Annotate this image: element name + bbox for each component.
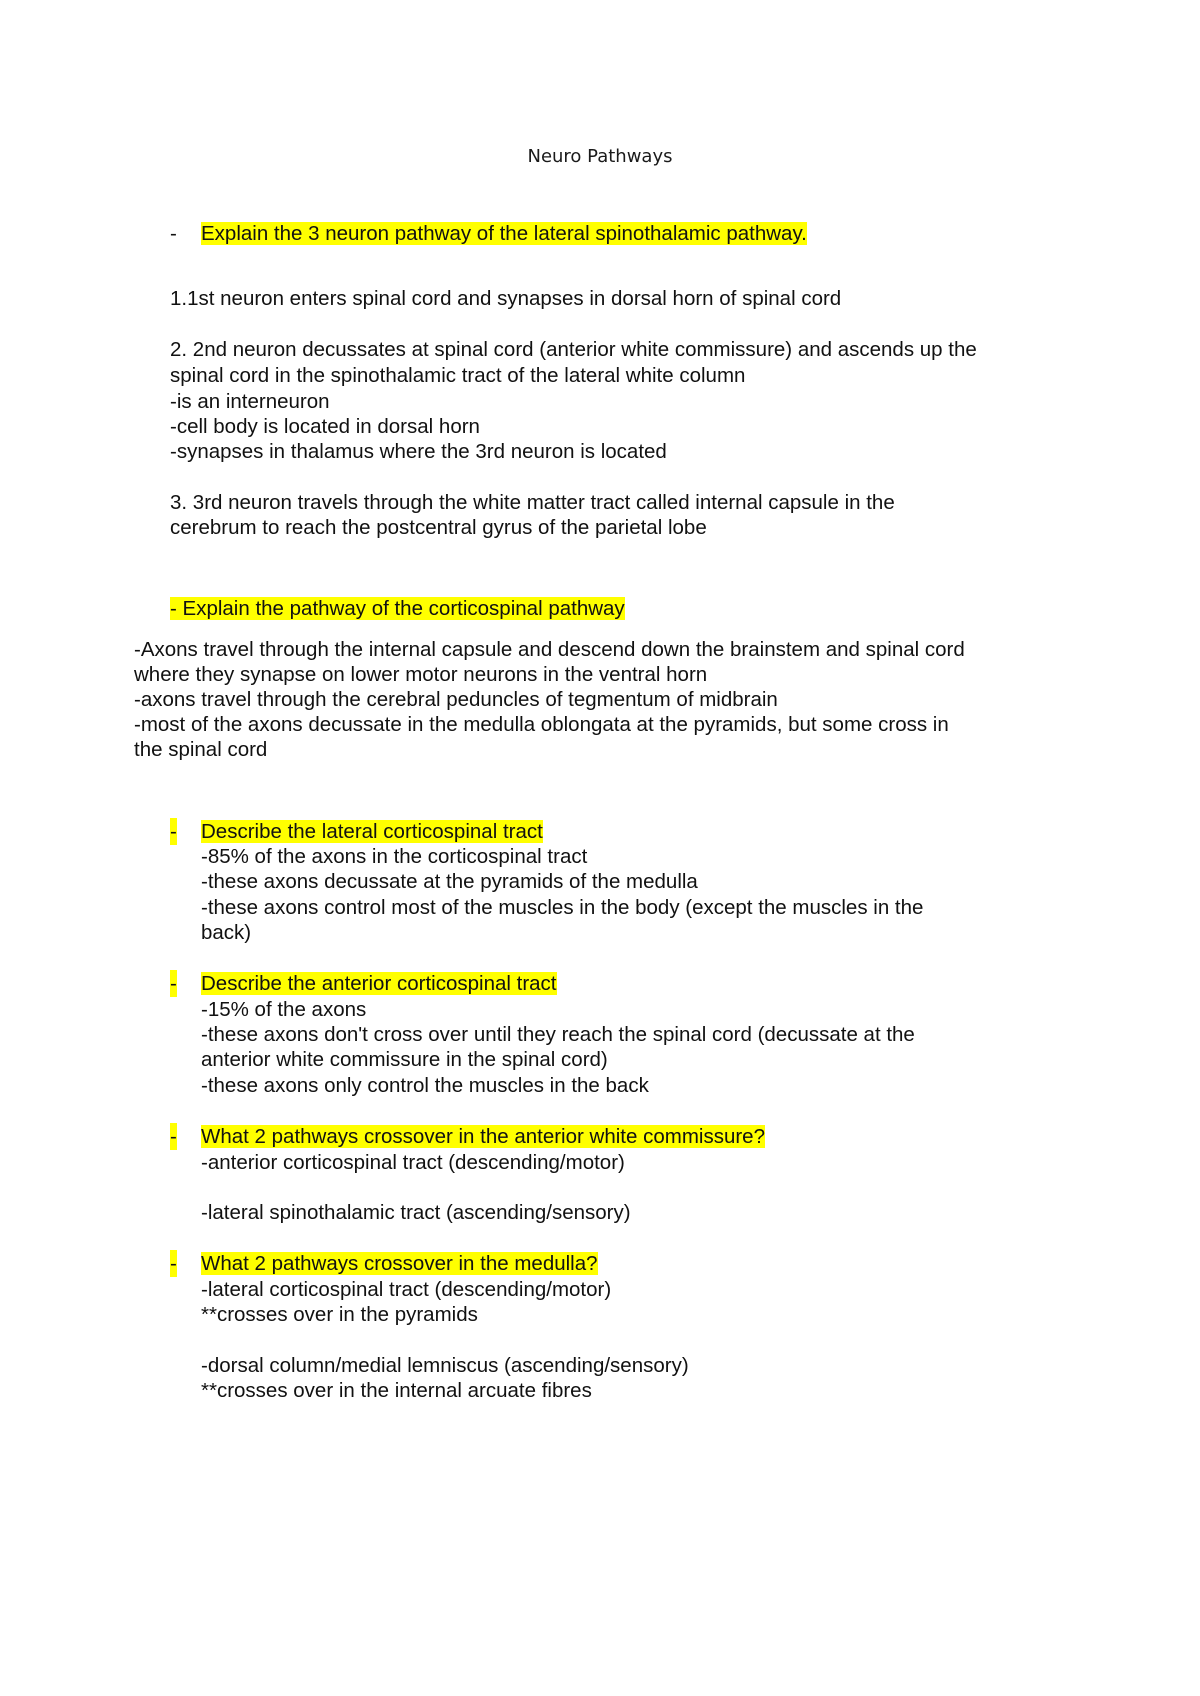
- q2-line-4: -most of the axons decussate in the medulla oblongata at the pyramids, but some cross in: [134, 713, 949, 736]
- q6-bullet: -: [170, 1252, 177, 1275]
- q3-line-3: -these axons control most of the muscles in the body (except the muscles in the: [201, 896, 924, 919]
- document-title: Neuro Pathways: [527, 146, 673, 167]
- q6-heading: [201, 1250, 598, 1277]
- q4-line-2: -these axons don't cross over until they reach the spinal cord (decussate at the: [201, 1023, 915, 1046]
- q1-line-6: -synapses in thalamus where the 3rd neuron is located: [170, 440, 667, 463]
- q6-line-2: **crosses over in the pyramids: [201, 1303, 478, 1326]
- q4-heading: [201, 970, 557, 997]
- q2-line-1: -Axons travel through the internal capsule and descend down the brainstem and spinal cord: [134, 638, 965, 661]
- q1-bullet: -: [170, 222, 177, 245]
- q4-line-1: -15% of the axons: [201, 998, 367, 1021]
- q1-line-7: 3. 3rd neuron travels through the white matter tract called internal capsule in the: [170, 491, 895, 514]
- q1-heading: [201, 220, 807, 247]
- q4-line-3: anterior white commissure in the spinal cord): [201, 1048, 608, 1071]
- q5-heading: [201, 1123, 765, 1150]
- q5-line-2: -lateral spinothalamic tract (ascending/sensory): [201, 1201, 631, 1224]
- q5-line-1: -anterior corticospinal tract (descending/motor): [201, 1151, 625, 1174]
- q2-heading: [170, 595, 625, 622]
- q1-line-3: spinal cord in the spinothalamic tract of the lateral white column: [170, 364, 746, 387]
- q3-line-1: -85% of the axons in the corticospinal tract: [201, 845, 588, 868]
- q3-line-2: -these axons decussate at the pyramids of the medulla: [201, 870, 698, 893]
- q2-line-3: -axons travel through the cerebral peduncles of tegmentum of midbrain: [134, 688, 778, 711]
- q5-heading-text: What 2 pathways crossover in the anterior white commissure?: [201, 1125, 765, 1148]
- q4-line-4: -these axons only control the muscles in the back: [201, 1074, 649, 1097]
- q3-line-4: back): [201, 921, 252, 944]
- q1-line-4: -is an interneuron: [170, 390, 330, 413]
- q1-line-2: 2. 2nd neuron decussates at spinal cord (anterior white commissure) and ascends up the: [170, 338, 977, 361]
- q6-line-3: -dorsal column/medial lemniscus (ascending/sensory): [201, 1354, 689, 1377]
- q3-bullet: -: [170, 820, 177, 843]
- q2-line-2: where they synapse on lower motor neurons in the ventral horn: [134, 663, 708, 686]
- q1-heading-text: Explain the 3 neuron pathway of the lateral spinothalamic pathway.: [201, 222, 807, 245]
- q2-heading-text: - Explain the pathway of the corticospinal pathway: [170, 597, 625, 620]
- q6-heading-text: What 2 pathways crossover in the medulla?: [201, 1252, 598, 1275]
- q4-bullet: -: [170, 972, 177, 995]
- q1-line-8: cerebrum to reach the postcentral gyrus of the parietal lobe: [170, 516, 707, 539]
- q2-line-5: the spinal cord: [134, 738, 268, 761]
- q3-heading: [201, 818, 543, 845]
- q1-line-1: 1.1st neuron enters spinal cord and synapses in dorsal horn of spinal cord: [170, 287, 842, 310]
- q6-line-4: **crosses over in the internal arcuate fibres: [201, 1379, 592, 1402]
- q4-heading-text: Describe the anterior corticospinal tract: [201, 972, 557, 995]
- q5-bullet: -: [170, 1125, 177, 1148]
- q1-line-5: -cell body is located in dorsal horn: [170, 415, 480, 438]
- q3-heading-text: Describe the lateral corticospinal tract: [201, 820, 543, 843]
- q6-line-1: -lateral corticospinal tract (descending/motor): [201, 1278, 612, 1301]
